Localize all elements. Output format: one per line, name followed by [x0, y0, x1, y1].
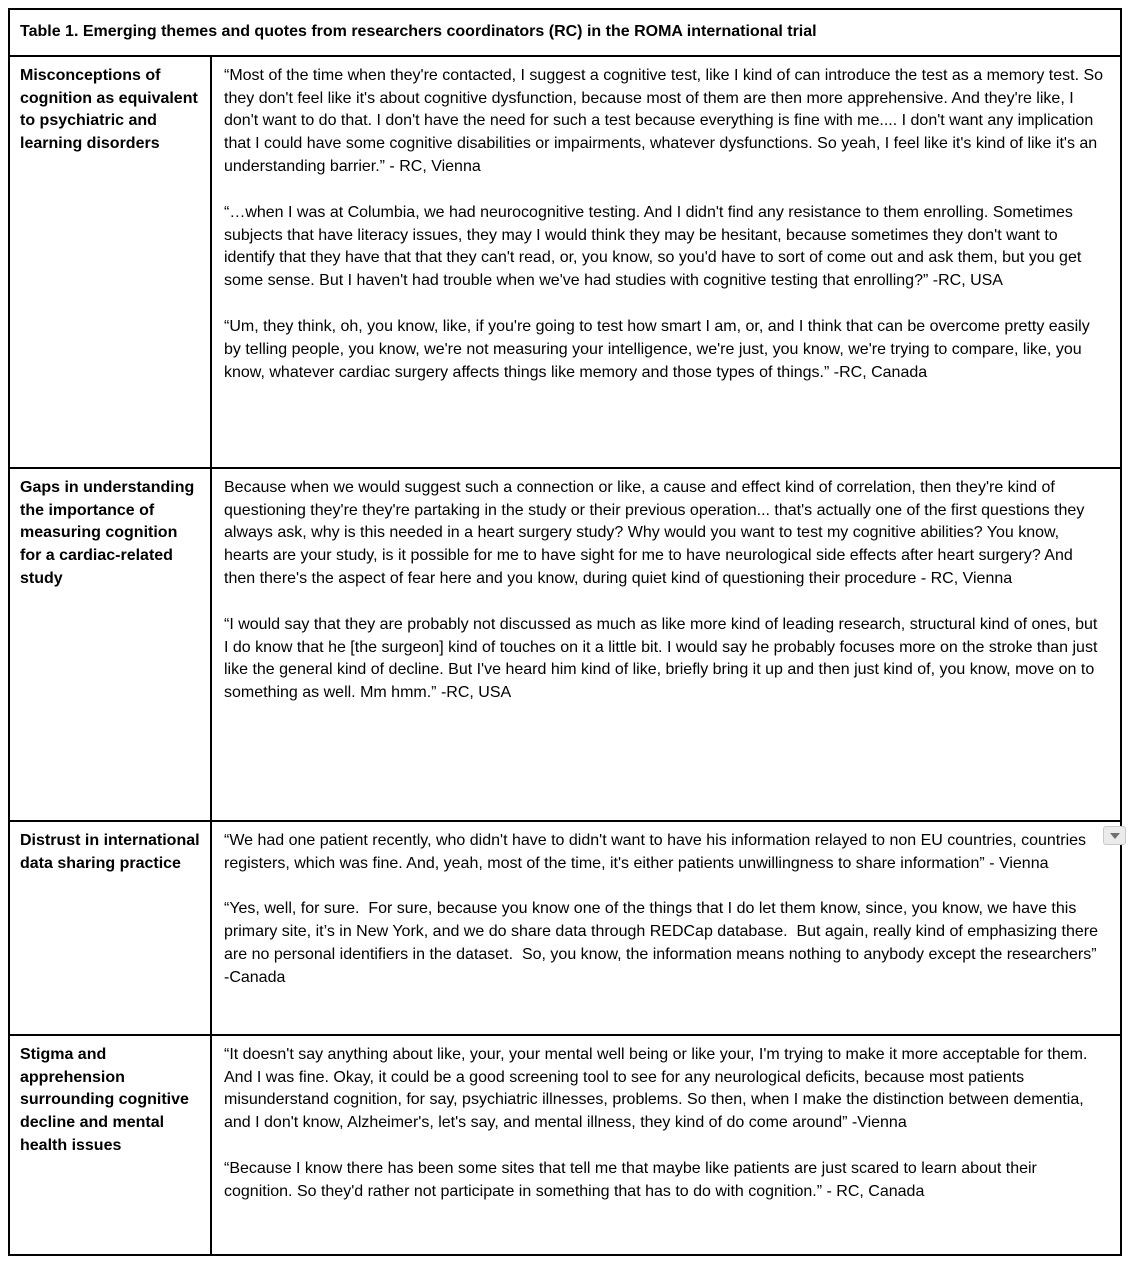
quote-paragraph: Because when we would suggest such a connection or like, a cause and effect kind of correlation, then they're kind of questioning they're they're partaking in the study or their previous operation... that's actually one of the first questions they always ask, why is this needed in a heart surgery study? Why would you want to test my cognitive abilities? You know, hearts are your study, is it possible for me to have sight for me to have neurological side effects after heart surgery? And then there's the aspect of fear here and you know, during quiet kind of questioning their procedure - RC, Vienna: [224, 478, 1089, 587]
quote-paragraph: “We had one patient recently, who didn't have to didn't want to have his information relayed to non EU countries, countries registers, which was fine. And, yeah, most of the time, it's either patients unwillingness to share information” - Vienna: [224, 831, 1091, 872]
table-title: Table 1. Emerging themes and quotes from researchers coordinators (RC) in the ROMA international trial: [9, 9, 1121, 56]
quote-paragraph: “Yes, well, for sure. For sure, because you know one of the things that I do let them know, since, you know, we have this primary site, it’s in New York, and we do share data through REDCap database. But again, really kind of emphasizing there are no personal identifiers in the dataset. So, you know, the information means nothing to anybody except the researchers” -Canada: [224, 900, 1103, 986]
quote-paragraph: “Um, they think, oh, you know, like, if you're going to test how smart I am, or, and I think that can be overcome pretty easily by telling people, you know, we're not measuring your intelligence, we're just, you know, we're trying to compare, like, you know, whatever cardiac surgery affects things like memory and those types of things.” -RC, Canada: [224, 317, 1095, 381]
quote-paragraph: “Because I know there has been some sites that tell me that maybe like patients are just scared to learn about their cognition. So they'd rather not participate in something that has to do with cognition.” - RC, Canada: [224, 1159, 1042, 1200]
quote-cell: [211, 468, 1121, 821]
quote-cell: [211, 56, 1121, 468]
title-row: [9, 9, 1121, 56]
themes-table: [8, 8, 1122, 1256]
dropdown-button[interactable]: [1103, 826, 1126, 845]
quote-paragraph: “It doesn't say anything about like, your, your mental well being or like your, I'm trying to make it more acceptable for them. And I was fine. Okay, it could be a good screening tool to see for any neurological deficits, because most patients misunderstand cognition, for say, psychiatric illnesses, problems. So then, when I make the distinction between dementia, and I don't know, Alzheimer's, let's say, and mental illness, they kind of do come around” -Vienna: [224, 1045, 1091, 1132]
theme-cell-misconceptions: Misconceptions of cognition as equivalent to psychiatric and learning disorders: [9, 56, 211, 468]
chevron-down-icon: [1110, 833, 1120, 839]
theme-cell-stigma-apprehension: Stigma and apprehension surrounding cognitive decline and mental health issues: [9, 1035, 211, 1255]
quote-paragraph: “Most of the time when they're contacted, I suggest a cognitive test, like I kind of can introduce the test as a memory test. So they don't feel like it's about cognitive dysfunction, because most of them are then more apprehensive. And they're like, I don't want to do that. I don't have the need for such a test because everything is fine with me.... I don't want any implication that I could have some cognitive disabilities or impairments, whatever dysfunctions. So yeah, I feel like it's kind of like it's an understanding barrier.” - RC, Vienna: [224, 66, 1108, 175]
quote-cell: [211, 1035, 1121, 1255]
table-row: [9, 821, 1121, 1035]
table-row: [9, 1035, 1121, 1255]
quote-paragraph: “…when I was at Columbia, we had neurocognitive testing. And I didn't find any resistance to them enrolling. Sometimes subjects that have literacy issues, they may I would think they may be hesitant, because sometimes they don't want to identify that they have that that they can't read, or, you know, so you'd have to sort of come out and ask them, but you get some sense. But I haven't had trouble when we've had studies with cognitive testing that enrolling?” -RC, USA: [224, 203, 1086, 290]
quote-cell: [211, 821, 1121, 1035]
table-row: [9, 56, 1121, 468]
theme-cell-distrust-data-sharing: Distrust in international data sharing practice: [9, 821, 211, 1035]
quote-paragraph: “I would say that they are probably not discussed as much as like more kind of leading research, structural kind of ones, but I do know that he [the surgeon] kind of touches on it a little bit. I would say he probably focuses more on the stroke than just like the general kind of decline. But I've heard him kind of like, briefly bring it up and then just kind of, you know, move on to something as well. Mm hmm.” -RC, USA: [224, 615, 1102, 702]
table-row: [9, 468, 1121, 821]
theme-cell-gaps-in-understanding: Gaps in understanding the importance of measuring cognition for a cardiac-related study: [9, 468, 211, 821]
